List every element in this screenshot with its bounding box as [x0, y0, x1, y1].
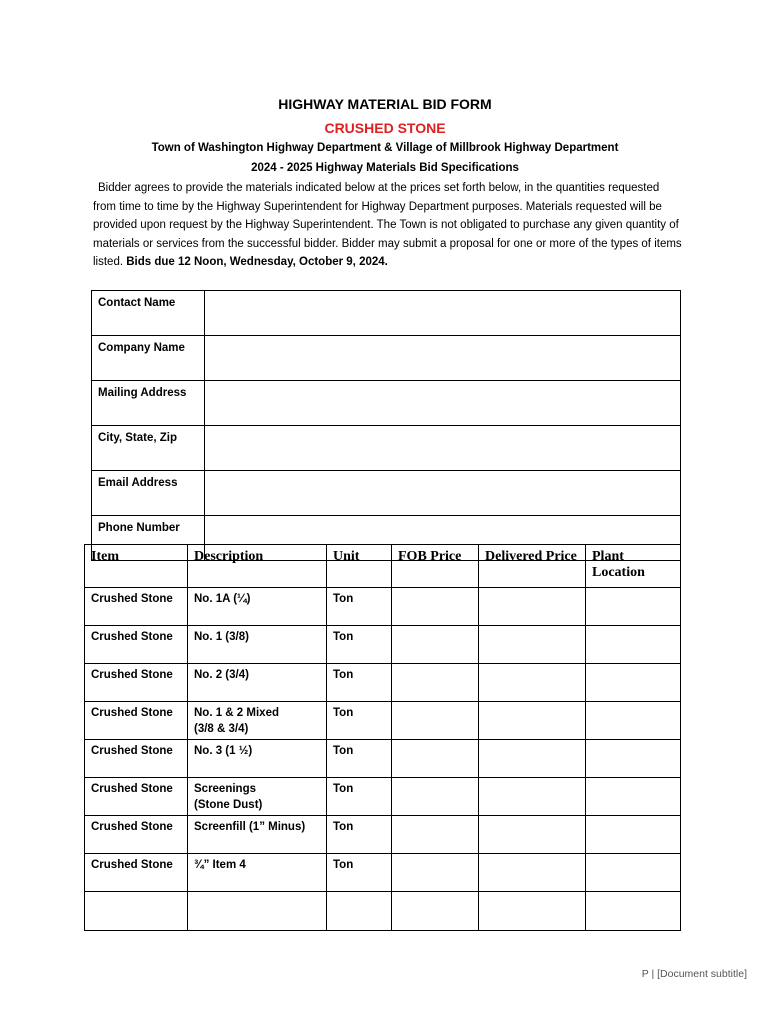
header-fob-price: FOB Price [392, 545, 479, 588]
header-delivered-price: Delivered Price [479, 545, 586, 588]
item-field[interactable] [85, 892, 188, 931]
delivered-price-field[interactable] [479, 816, 586, 854]
specifications-line: 2024 - 2025 Highway Materials Bid Specifications [251, 162, 519, 174]
intro-text: Bidder agrees to provide the materials indicated below at the prices set forth below, in the quantities requested from time to time by the Highway Superintendent for Highway Department purposes. Materials requested will be provided upon request by the Highway Superintendent. The Town is not obligated to purchase any given quantity of materials or services from the successful bidder. Bidder may submit a proposal for one or more of the types of items listed. [93, 182, 682, 268]
description-cell: Screenfill (1” Minus) [188, 816, 327, 854]
header-description: Description [188, 545, 327, 588]
page-footer: P | [Document subtitle] [641, 968, 747, 980]
contact-name-field[interactable] [205, 291, 681, 336]
bid-deadline: Bids due 12 Noon, Wednesday, October 9, 2024. [126, 256, 388, 268]
item-cell: Crushed Stone [85, 778, 188, 816]
fob-price-field[interactable] [392, 588, 479, 626]
item-cell: Crushed Stone [85, 816, 188, 854]
delivered-price-field[interactable] [479, 626, 586, 664]
contact-row [92, 426, 681, 471]
plant-location-field[interactable] [586, 740, 681, 778]
description-cell: No. 3 (1 ½) [188, 740, 327, 778]
bid-items-header-row [85, 545, 681, 588]
table-row [85, 854, 681, 892]
item-cell: Crushed Stone [85, 740, 188, 778]
unit-cell: Ton [327, 588, 392, 626]
description-cell [188, 778, 327, 816]
table-row [85, 588, 681, 626]
description-line: Screenings [194, 783, 256, 795]
unit-cell: Ton [327, 740, 392, 778]
item-cell: Crushed Stone [85, 626, 188, 664]
fob-price-field[interactable] [392, 892, 479, 931]
header-plant-location: Plant Location [586, 545, 681, 588]
mailing-address-field[interactable] [205, 381, 681, 426]
contact-row [92, 471, 681, 516]
unit-cell: Ton [327, 816, 392, 854]
contact-name-label: Contact Name [92, 291, 205, 336]
contact-row [92, 381, 681, 426]
delivered-price-field[interactable] [479, 664, 586, 702]
contact-info-table [91, 290, 681, 561]
item-cell: Crushed Stone [85, 664, 188, 702]
plant-location-field[interactable] [586, 626, 681, 664]
delivered-price-field[interactable] [479, 740, 586, 778]
plant-location-field[interactable] [586, 702, 681, 740]
plant-location-field[interactable] [586, 892, 681, 931]
item-cell: Crushed Stone [85, 588, 188, 626]
mailing-address-label: Mailing Address [92, 381, 205, 426]
intro-paragraph [93, 179, 683, 272]
table-row [85, 626, 681, 664]
delivered-price-field[interactable] [479, 702, 586, 740]
header-unit: Unit [327, 545, 392, 588]
unit-cell: Ton [327, 778, 392, 816]
contact-row [92, 291, 681, 336]
delivered-price-field[interactable] [479, 588, 586, 626]
table-row [85, 778, 681, 816]
description-cell: No. 1 (3/8) [188, 626, 327, 664]
email-address-field[interactable] [205, 471, 681, 516]
table-row [85, 702, 681, 740]
unit-cell: Ton [327, 626, 392, 664]
fob-price-field[interactable] [392, 740, 479, 778]
item-cell: Crushed Stone [85, 702, 188, 740]
description-cell: ¾” Item 4 [188, 854, 327, 892]
company-name-field[interactable] [205, 336, 681, 381]
plant-location-field[interactable] [586, 854, 681, 892]
description-line-2: (3/8 & 3/4) [194, 723, 249, 735]
table-row [85, 740, 681, 778]
plant-location-field[interactable] [586, 588, 681, 626]
description-cell: No. 1A (¼) [188, 588, 327, 626]
phone-number-label: Phone Number [92, 516, 205, 561]
fob-price-field[interactable] [392, 664, 479, 702]
table-row-empty [85, 892, 681, 931]
plant-location-field[interactable] [586, 816, 681, 854]
organization-line: Town of Washington Highway Department & Village of Millbrook Highway Department [151, 142, 619, 154]
fob-price-field[interactable] [392, 816, 479, 854]
delivered-price-field[interactable] [479, 892, 586, 931]
company-name-label: Company Name [92, 336, 205, 381]
header-item: Item [85, 545, 188, 588]
unit-cell: Ton [327, 854, 392, 892]
description-field[interactable] [188, 892, 327, 931]
fob-price-field[interactable] [392, 626, 479, 664]
table-row [85, 816, 681, 854]
form-title: HIGHWAY MATERIAL BID FORM [278, 96, 492, 112]
delivered-price-field[interactable] [479, 854, 586, 892]
unit-cell: Ton [327, 664, 392, 702]
contact-row [92, 336, 681, 381]
unit-field[interactable] [327, 892, 392, 931]
plant-location-field[interactable] [586, 664, 681, 702]
city-state-zip-label: City, State, Zip [92, 426, 205, 471]
email-address-label: Email Address [92, 471, 205, 516]
description-cell: No. 2 (3/4) [188, 664, 327, 702]
bid-items-table [84, 544, 681, 931]
table-row [85, 664, 681, 702]
description-cell [188, 702, 327, 740]
item-cell: Crushed Stone [85, 854, 188, 892]
description-line: No. 1 & 2 Mixed [194, 707, 279, 719]
delivered-price-field[interactable] [479, 778, 586, 816]
plant-location-field[interactable] [586, 778, 681, 816]
fob-price-field[interactable] [392, 702, 479, 740]
description-line-2: (Stone Dust) [194, 799, 263, 811]
fob-price-field[interactable] [392, 854, 479, 892]
fob-price-field[interactable] [392, 778, 479, 816]
form-subtitle: CRUSHED STONE [324, 120, 446, 136]
unit-cell: Ton [327, 702, 392, 740]
city-state-zip-field[interactable] [205, 426, 681, 471]
